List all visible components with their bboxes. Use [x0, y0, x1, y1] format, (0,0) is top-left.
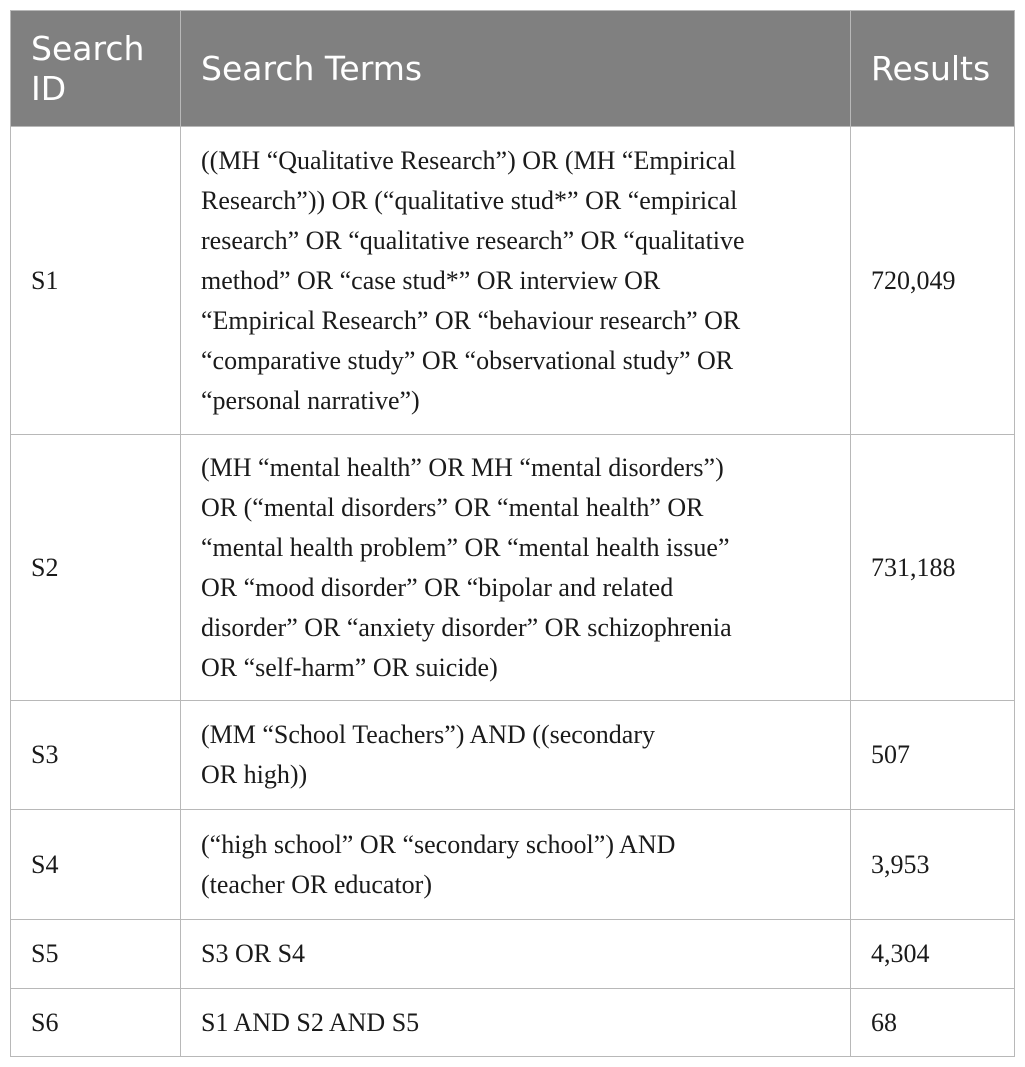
search-terms-line: method” OR “case stud*” OR interview OR	[201, 265, 661, 295]
search-terms-line: “Empirical Research” OR “behaviour research” OR	[201, 305, 741, 335]
search-terms-cell	[181, 989, 851, 1057]
search-terms-cell	[181, 127, 851, 435]
header-search-id-line-2: ID	[31, 68, 67, 108]
results-cell: 68	[851, 989, 1015, 1057]
search-id-cell: S5	[11, 920, 181, 989]
search-id-cell: S3	[11, 701, 181, 810]
search-terms-line: disorder” OR “anxiety disorder” OR schizophrenia	[201, 612, 732, 642]
search-terms-line: S1 AND S2 AND S5	[201, 1007, 420, 1037]
results-cell: 731,188	[851, 435, 1015, 701]
search-terms-line: “comparative study” OR “observational study” OR	[201, 345, 734, 375]
table-body	[11, 127, 1015, 1057]
search-terms-line: OR “mood disorder” OR “bipolar and related	[201, 572, 674, 602]
results-cell: 4,304	[851, 920, 1015, 989]
header-results: Results	[851, 11, 1015, 127]
search-terms-line: (MH “mental health” OR MH “mental disorders”)	[201, 452, 724, 482]
search-terms-line: (teacher OR educator)	[201, 869, 432, 899]
header-search-id-line-1: Search	[31, 28, 145, 68]
search-terms-line: OR high))	[201, 760, 308, 789]
search-strategy-table	[10, 10, 1015, 1057]
search-terms-cell	[181, 920, 851, 989]
search-terms-line: “personal narrative”)	[201, 385, 420, 415]
table-row	[11, 989, 1015, 1057]
header-search-terms: Search Terms	[181, 11, 851, 127]
table-row	[11, 920, 1015, 989]
search-terms-line: ((MH “Qualitative Research”) OR (MH “Empirical	[201, 145, 736, 175]
results-cell: 720,049	[851, 127, 1015, 435]
search-terms-line: Research”)) OR (“qualitative stud*” OR “empirical	[201, 185, 738, 215]
results-cell: 3,953	[851, 810, 1015, 920]
table-row	[11, 810, 1015, 920]
search-id-cell: S1	[11, 127, 181, 435]
search-terms-line: OR “self-harm” OR suicide)	[201, 652, 498, 682]
results-cell: 507	[851, 701, 1015, 810]
search-terms-line: OR (“mental disorders” OR “mental health” OR	[201, 492, 704, 522]
table-row	[11, 701, 1015, 810]
search-terms-line: research” OR “qualitative research” OR “qualitative	[201, 225, 745, 255]
search-terms-cell	[181, 701, 851, 810]
header-row	[11, 11, 1015, 127]
header-search-id	[11, 11, 181, 127]
search-terms-line: S3 OR S4	[201, 939, 306, 968]
search-terms-line: (MM “School Teachers”) AND ((secondary	[201, 720, 655, 749]
table-header	[11, 11, 1015, 127]
table-row	[11, 127, 1015, 435]
search-terms-line: “mental health problem” OR “mental health issue”	[201, 532, 730, 562]
search-terms-line: (“high school” OR “secondary school”) AND	[201, 829, 676, 859]
table-row	[11, 435, 1015, 701]
search-id-cell: S4	[11, 810, 181, 920]
search-id-cell: S2	[11, 435, 181, 701]
search-terms-cell	[181, 435, 851, 701]
search-terms-cell	[181, 810, 851, 920]
search-id-cell: S6	[11, 989, 181, 1057]
